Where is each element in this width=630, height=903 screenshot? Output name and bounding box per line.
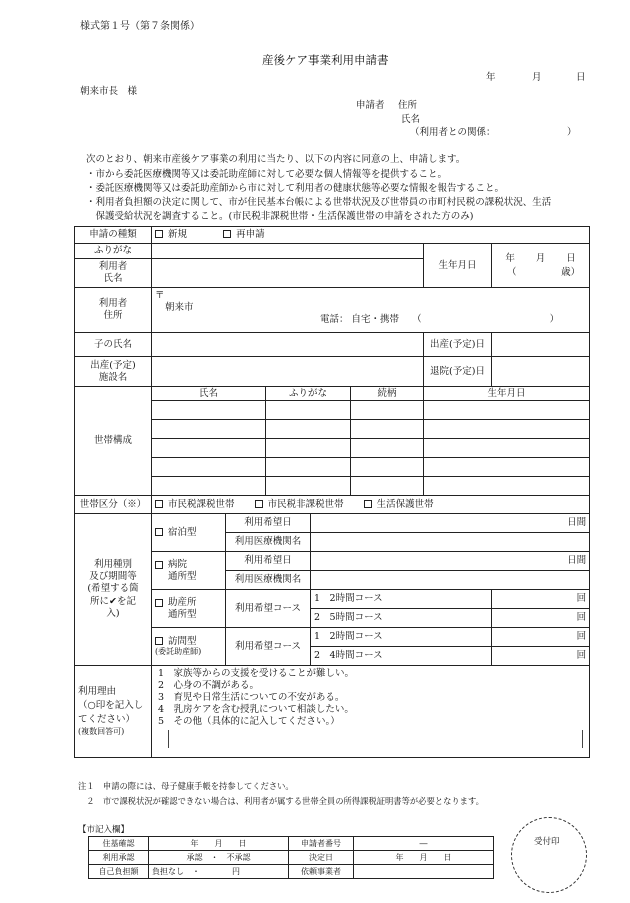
- division-label: 世帯区分（※）: [75, 496, 152, 514]
- user-address-field[interactable]: [152, 288, 590, 333]
- reception-stamp-area: [511, 817, 587, 893]
- reason-option[interactable]: 4 乳房ケアを含む授乳について相談したい。: [158, 703, 354, 715]
- relation-close: ）: [567, 127, 577, 138]
- home-visit-course-1[interactable]: 1 2時間コース: [311, 628, 492, 647]
- city-text: 朝来市: [165, 301, 194, 313]
- reception-stamp-label: 受付印: [534, 837, 560, 847]
- home-visit-course-label: 利用希望コース: [226, 628, 311, 666]
- resident-check-date[interactable]: 年 月 日: [149, 837, 289, 851]
- age-unit: 歳）: [561, 266, 581, 278]
- household-header-birthdate: 生年月日: [424, 387, 590, 401]
- household-header-furigana: ふりがな: [266, 387, 351, 401]
- discharge-field[interactable]: [492, 357, 590, 387]
- postal-mark: 〒: [155, 290, 165, 301]
- facility-field[interactable]: [152, 357, 424, 387]
- applicant-name-label: 氏名: [401, 114, 421, 125]
- home-visit-count-1[interactable]: 回: [492, 628, 590, 647]
- approval-label: 利用承認: [89, 851, 149, 865]
- household-row[interactable]: [75, 401, 590, 420]
- division-welfare-checkbox[interactable]: 生活保護世帯: [364, 499, 434, 510]
- midwife-count-2[interactable]: 回: [492, 609, 590, 628]
- child-name-label: 子の氏名: [75, 333, 152, 357]
- user-address-label: 利用者 住所: [98, 298, 128, 321]
- household-header-name: 氏名: [152, 387, 266, 401]
- household-row[interactable]: [75, 477, 590, 496]
- furigana-label: ふりがな: [75, 244, 152, 259]
- midwife-course-1[interactable]: 1 2時間コース: [311, 590, 492, 609]
- applicant-label: 申請者: [356, 100, 385, 111]
- type-new-checkbox[interactable]: 新規: [155, 229, 187, 240]
- stay-date-field[interactable]: 日間: [311, 514, 590, 533]
- home-visit-count-2[interactable]: 回: [492, 647, 590, 666]
- due-date-label: 出産(予定)日: [424, 333, 492, 357]
- midwife-count-1[interactable]: 回: [492, 590, 590, 609]
- decision-date-value[interactable]: 年 月 日: [354, 851, 494, 865]
- household-row[interactable]: [75, 458, 590, 477]
- reasons-cell[interactable]: [152, 666, 590, 758]
- type-label: 申請の種類: [75, 227, 152, 244]
- home-visit-option[interactable]: 訪問型 (委託助産師): [152, 628, 226, 666]
- provider-value[interactable]: [354, 865, 494, 879]
- daycare-date-label: 利用希望日: [226, 552, 311, 571]
- app-no-value[interactable]: ―: [354, 837, 494, 851]
- office-table: [88, 836, 494, 879]
- applicant-address-label: 住所: [398, 100, 418, 111]
- daycare-facility-label: 利用医療機関名: [226, 571, 311, 590]
- daycare-date-field[interactable]: 日間: [311, 552, 590, 571]
- user-birthdate-field[interactable]: 年 月 日 （ 歳）: [492, 244, 590, 288]
- approval-value[interactable]: 承認 ・ 不承認: [149, 851, 289, 865]
- copay-value[interactable]: 負担なし ・ 円: [149, 865, 289, 879]
- stay-option[interactable]: 宿泊型: [152, 514, 226, 552]
- stay-facility-field[interactable]: [311, 533, 590, 552]
- furigana-field[interactable]: [152, 244, 424, 259]
- discharge-label: 退院(予定)日: [424, 357, 492, 387]
- app-no-label: 申請者番号: [289, 837, 354, 851]
- office-heading: 【市記入欄】: [78, 825, 130, 835]
- due-date-field[interactable]: [492, 333, 590, 357]
- phone-line: 電話： 自宅・携帯 （ ）: [320, 313, 560, 325]
- household-row[interactable]: [75, 439, 590, 458]
- reason-option[interactable]: 1 家族等からの支援を受けることが難しい。: [158, 668, 355, 679]
- reason-other-field[interactable]: [168, 730, 583, 748]
- resident-check-label: 住基確認: [89, 837, 149, 851]
- division-nontaxed-checkbox[interactable]: 市民税非課税世帯: [255, 499, 344, 510]
- division-taxed-checkbox[interactable]: 市民税課税世帯: [155, 499, 235, 510]
- daycare-facility-field[interactable]: [311, 571, 590, 590]
- home-visit-course-2[interactable]: 2 4時間コース: [311, 647, 492, 666]
- reason-option[interactable]: 2 心身の不調がある。: [158, 679, 260, 691]
- form-number: 様式第１号（第７条関係）: [80, 21, 200, 32]
- user-name-field[interactable]: [152, 259, 424, 288]
- usage-label: 利用種別 及び期間等 (希望する箇 所に✔を記 入): [87, 558, 139, 620]
- provider-label: 依頼事業者: [289, 865, 354, 879]
- type-reapply-checkbox[interactable]: 再申請: [223, 229, 265, 240]
- form-title: 産後ケア事業利用申請書: [262, 53, 389, 67]
- household-label: 世帯構成: [75, 387, 152, 496]
- decision-date-label: 決定日: [289, 851, 354, 865]
- household-row[interactable]: [75, 420, 590, 439]
- household-header-relation: 続柄: [351, 387, 424, 401]
- user-name-label: 利用者 氏名: [98, 261, 128, 284]
- copay-label: 自己負担額: [89, 865, 149, 879]
- reason-option[interactable]: 3 育児や日常生活についての不安がある。: [158, 691, 345, 703]
- stay-facility-label: 利用医療機関名: [226, 533, 311, 552]
- daycare-option[interactable]: 病院 通所型: [152, 552, 226, 590]
- reason-label: 利用理由 （○印を記入し てください） (複数回答可): [78, 686, 144, 737]
- reason-option[interactable]: 5 その他（具体的に記入してください。）: [158, 715, 340, 727]
- birthdate-label: 生年月日: [424, 244, 492, 288]
- relation-open: （利用者との関係：: [410, 127, 496, 138]
- midwife-course-2[interactable]: 2 5時間コース: [311, 609, 492, 628]
- application-table: [74, 226, 590, 758]
- child-name-field[interactable]: [152, 333, 424, 357]
- facility-label: 出産(予定) 施設名: [90, 359, 136, 383]
- stay-date-label: 利用希望日: [226, 514, 311, 533]
- midwife-course-label: 利用希望コース: [226, 590, 311, 628]
- midwife-option[interactable]: 助産所 通所型: [152, 590, 226, 628]
- addressee: 朝来市長 様: [80, 86, 138, 97]
